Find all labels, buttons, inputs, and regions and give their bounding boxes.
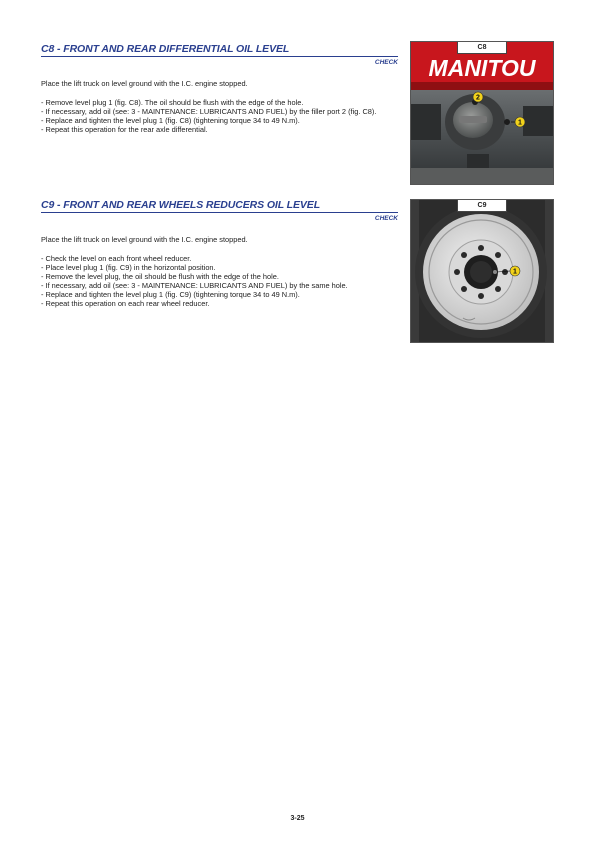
step-item: - Repeat this operation for the rear axle differential. xyxy=(41,125,208,134)
section-title: C8 - FRONT AND REAR DIFFERENTIAL OIL LEVEL xyxy=(41,43,290,55)
brand-logo: MANITOU xyxy=(428,55,536,81)
step-item: - Replace and tighten the level plug 1 (fig. C8) (tightening torque 34 to 49 N.m). xyxy=(41,116,300,125)
step-item: - Remove the level plug, the oil should be flush with the edge of the hole. xyxy=(41,272,279,281)
figure-c9 xyxy=(410,199,554,343)
svg-text:2: 2 xyxy=(476,94,480,102)
step-item: - If necessary, add oil (see: 3 - MAINTENANCE: LUBRICANTS AND FUEL) by the filler port 2 (fig. C8). xyxy=(41,107,377,116)
callout-1-icon xyxy=(515,117,525,127)
section-c9 xyxy=(41,199,398,308)
differential-photo xyxy=(411,42,553,184)
step-item: - Check the level on each front wheel reducer. xyxy=(41,254,192,263)
figure-label: C9 xyxy=(457,200,507,212)
intro-text: Place the lift truck on level ground with the I.C. engine stopped. xyxy=(41,235,248,244)
svg-text:1: 1 xyxy=(513,268,517,276)
section-c8 xyxy=(41,43,398,134)
section-rule xyxy=(41,212,398,213)
figure-c8 xyxy=(410,41,554,185)
figure-label: C8 xyxy=(457,42,507,54)
section-tag: CHECK xyxy=(374,59,398,66)
svg-text:1: 1 xyxy=(518,119,522,127)
callout-1-icon xyxy=(510,266,520,276)
section-tag: CHECK xyxy=(374,215,398,222)
section-title: C9 - FRONT AND REAR WHEELS REDUCERS OIL LEVEL xyxy=(41,199,321,211)
step-item: - If necessary, add oil (see: 3 - MAINTENANCE: LUBRICANTS AND FUEL) by the same hole. xyxy=(41,281,348,290)
section-rule xyxy=(41,56,398,57)
step-item: - Replace and tighten the level plug 1 (fig. C9) (tightening torque 34 to 49 N.m). xyxy=(41,290,300,299)
step-item: - Remove level plug 1 (fig. C8). The oil should be flush with the edge of the hole. xyxy=(41,98,304,107)
step-item: - Repeat this operation on each rear wheel reducer. xyxy=(41,299,210,308)
step-item: - Place level plug 1 (fig. C9) in the horizontal position. xyxy=(41,263,216,272)
page-number: 3-25 xyxy=(290,815,305,822)
intro-text: Place the lift truck on level ground with the I.C. engine stopped. xyxy=(41,79,248,88)
callout-2-icon xyxy=(473,92,483,102)
step-list xyxy=(41,254,398,308)
step-list xyxy=(41,98,398,134)
wheel-photo xyxy=(411,200,553,342)
